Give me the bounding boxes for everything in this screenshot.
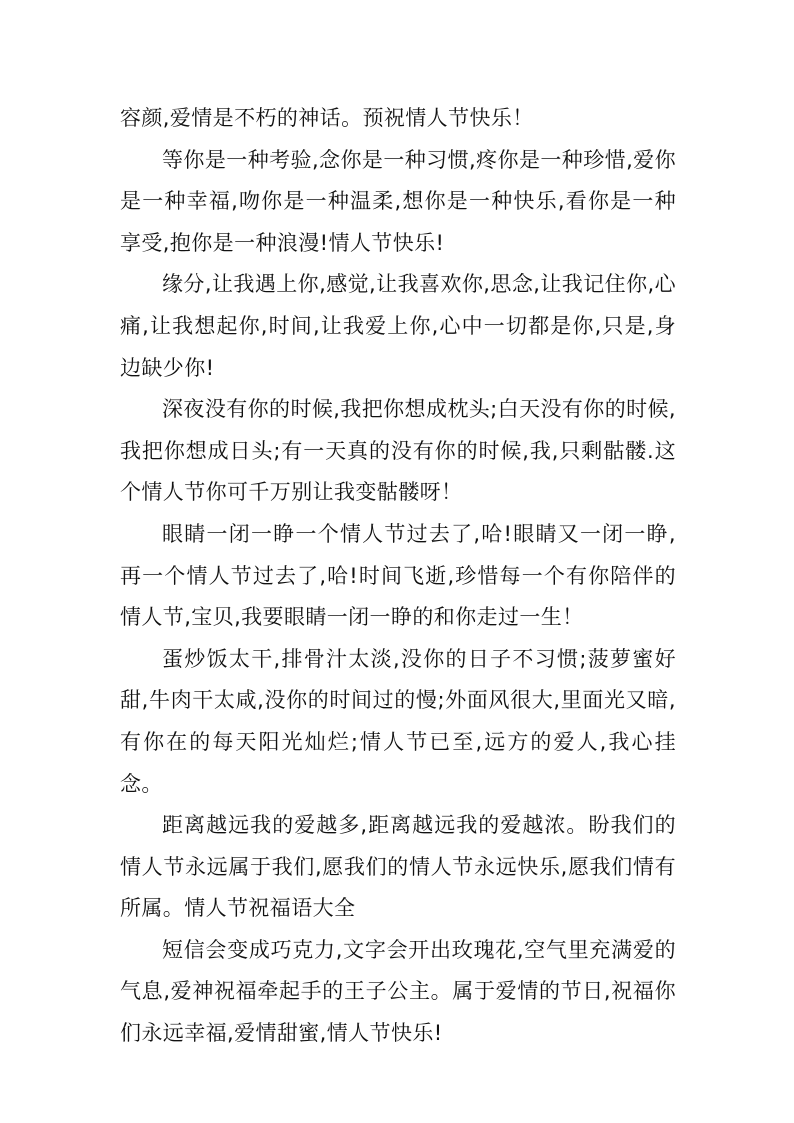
paragraph: 缘分,让我遇上你,感觉,让我喜欢你,思念,让我记住你,心痛,让我想起你,时间,让我爱上你,心中一切都是你,只是,身边缺少你! [120, 272, 676, 380]
paragraph: 短信会变成巧克力,文字会开出玫瑰花,空气里充满爱的气息,爱神祝福牵起手的王子公主。属于爱情的节日,祝福你们永远幸福,爱情甜蜜,情人节快乐! [120, 937, 676, 1046]
document-body [120, 98, 676, 1055]
paragraph: 等你是一种考验,念你是一种习惯,疼你是一种珍惜,爱你是一种幸福,吻你是一种温柔,想你是一种快乐,看你是一种享受,抱你是一种浪漫!情人节快乐! [120, 147, 676, 255]
paragraph: 距离越远我的爱越多,距离越远我的爱越浓。盼我们的情人节永远属于我们,愿我们的情人节永远快乐,愿我们情有所属。情人节祝福语大全 [120, 813, 676, 921]
paragraph: 容颜,爱情是不朽的神话。预祝情人节快乐！ [120, 106, 534, 130]
paragraph: 深夜没有你的时候,我把你想成枕头;白天没有你的时候,我把你想成日头;有一天真的没有你的时候,我,只剩骷髅.这个情人节你可千万别让我变骷髅呀！ [120, 397, 676, 505]
paragraph: 眼睛一闭一睁一个情人节过去了,哈!眼睛又一闭一睁,再一个情人节过去了,哈!时间飞逝,珍惜每一个有你陪伴的情人节,宝贝,我要眼睛一闭一睁的和你走过一生！ [120, 521, 676, 630]
paragraph: 蛋炒饭太干,排骨汁太淡,没你的日子不习惯;菠萝蜜好甜,牛肉干太咸,没你的时间过的慢;外面风很大,里面光又暗,有你在的每天阳光灿烂;情人节已至,远方的爱人,我心挂念。 [120, 646, 676, 796]
